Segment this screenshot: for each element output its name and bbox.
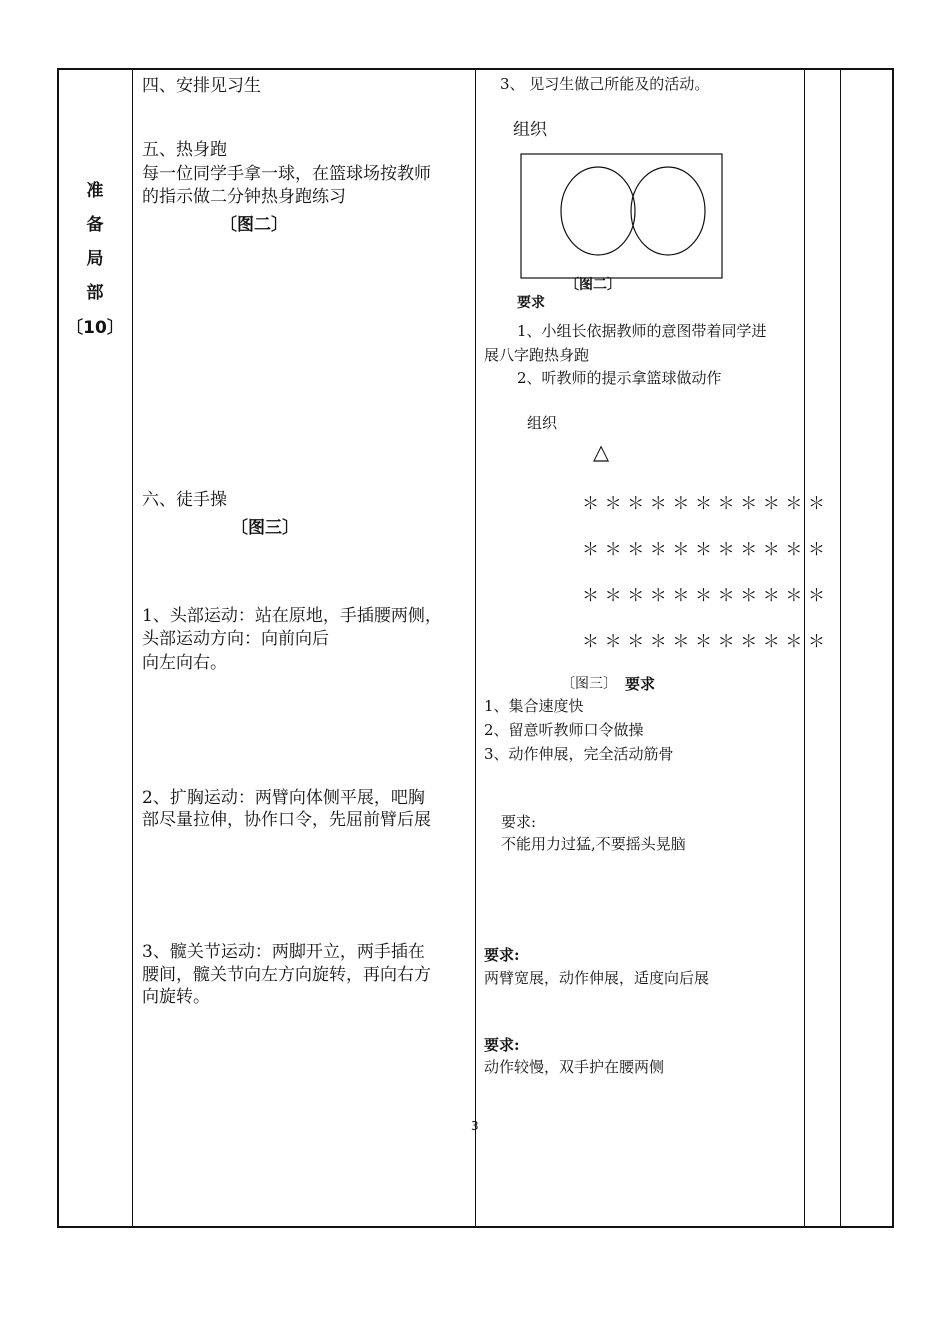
student-row: ＊＊＊＊＊＊＊＊＊＊＊ (582, 540, 831, 560)
student-row: ＊＊＊＊＊＊＊＊＊＊＊ (582, 494, 831, 514)
requirement-label: 要求 (517, 295, 545, 311)
section-5-desc: 每一位同学手拿一球，在篮球场按教师 (142, 164, 431, 184)
figure-2-diagram (0, 0, 950, 300)
running-loop-right (631, 167, 705, 255)
section-label-char: 局 (86, 249, 104, 269)
requirement-item: 展八字跑热身跑 (484, 346, 590, 364)
requirement-item: 两臂宽展，动作伸展，适度向后展 (484, 969, 710, 987)
requirement-item: 1、集合速度快 (484, 697, 584, 715)
section-label-char: 部 (86, 283, 104, 303)
figure-3-caption: 〔图三〕 (561, 676, 617, 692)
requirement-item: 2、听教师的提示拿篮球做动作 (517, 369, 722, 387)
court-rect (521, 154, 722, 278)
requirement-label: 要求: (484, 946, 520, 964)
page-number: 3 (471, 1119, 479, 1133)
requirement-item: 1、小组长依据教师的意图带着同学进 (517, 322, 767, 340)
section-minutes: 〔10〕 (66, 318, 124, 338)
requirement-item: 动作较慢，双手护在腰两侧 (484, 1058, 665, 1076)
section-4-title: 四、安排见习生 (142, 76, 261, 96)
figure-ref: 〔图二〕 (220, 215, 288, 235)
section-label-char: 准 (86, 181, 104, 201)
requirement-item: 不能用力过猛,不要摇头晃脑 (501, 835, 686, 853)
exercise-3-text: 腰间，髋关节向左方向旋转，再向右方 (142, 965, 431, 985)
exercise-3-text: 3、髋关节运动：两脚开立，两手插在 (142, 942, 425, 962)
student-row: ＊＊＊＊＊＊＊＊＊＊＊ (582, 632, 831, 652)
requirement-label: 要求: (484, 1036, 520, 1054)
requirement-label: 要求: (501, 813, 537, 831)
section-5-desc: 的指示做二分钟热身跑练习 (142, 187, 346, 207)
section-5-title: 五、热身跑 (142, 140, 227, 160)
figure-ref: 〔图三〕 (231, 518, 299, 538)
exercise-1-text: 头部运动方向：向前向后 (142, 629, 329, 649)
requirement-label: 要求 (625, 675, 656, 693)
exercise-2-text: 部尽量拉伸，协作口令，先屈前臂后展 (142, 810, 431, 830)
figure-2-caption: 〔图二〕 (565, 277, 621, 293)
running-loop-left (561, 167, 635, 255)
section-label-char: 备 (86, 215, 104, 235)
student-row: ＊＊＊＊＊＊＊＊＊＊＊ (582, 586, 831, 606)
requirement-item: 2、留意听教师口令做操 (484, 721, 644, 739)
exercise-2-text: 2、扩胸运动：两臂向体侧平展，吧胸 (142, 788, 425, 808)
item-3-text: 3、 见习生做己所能及的活动。 (500, 75, 710, 93)
requirement-item: 3、动作伸展，完全活动筋骨 (484, 745, 674, 763)
organization-label: 组织 (527, 414, 558, 432)
teacher-triangle-icon: △ (593, 440, 610, 464)
exercise-1-text: 1、头部运动：站在原地，手插腰两侧， (142, 606, 442, 626)
organization-label: 组织 (513, 120, 547, 140)
exercise-3-text: 向旋转。 (142, 987, 210, 1007)
exercise-1-text: 向左向右。 (142, 653, 227, 673)
section-6-title: 六、徒手操 (142, 490, 227, 510)
